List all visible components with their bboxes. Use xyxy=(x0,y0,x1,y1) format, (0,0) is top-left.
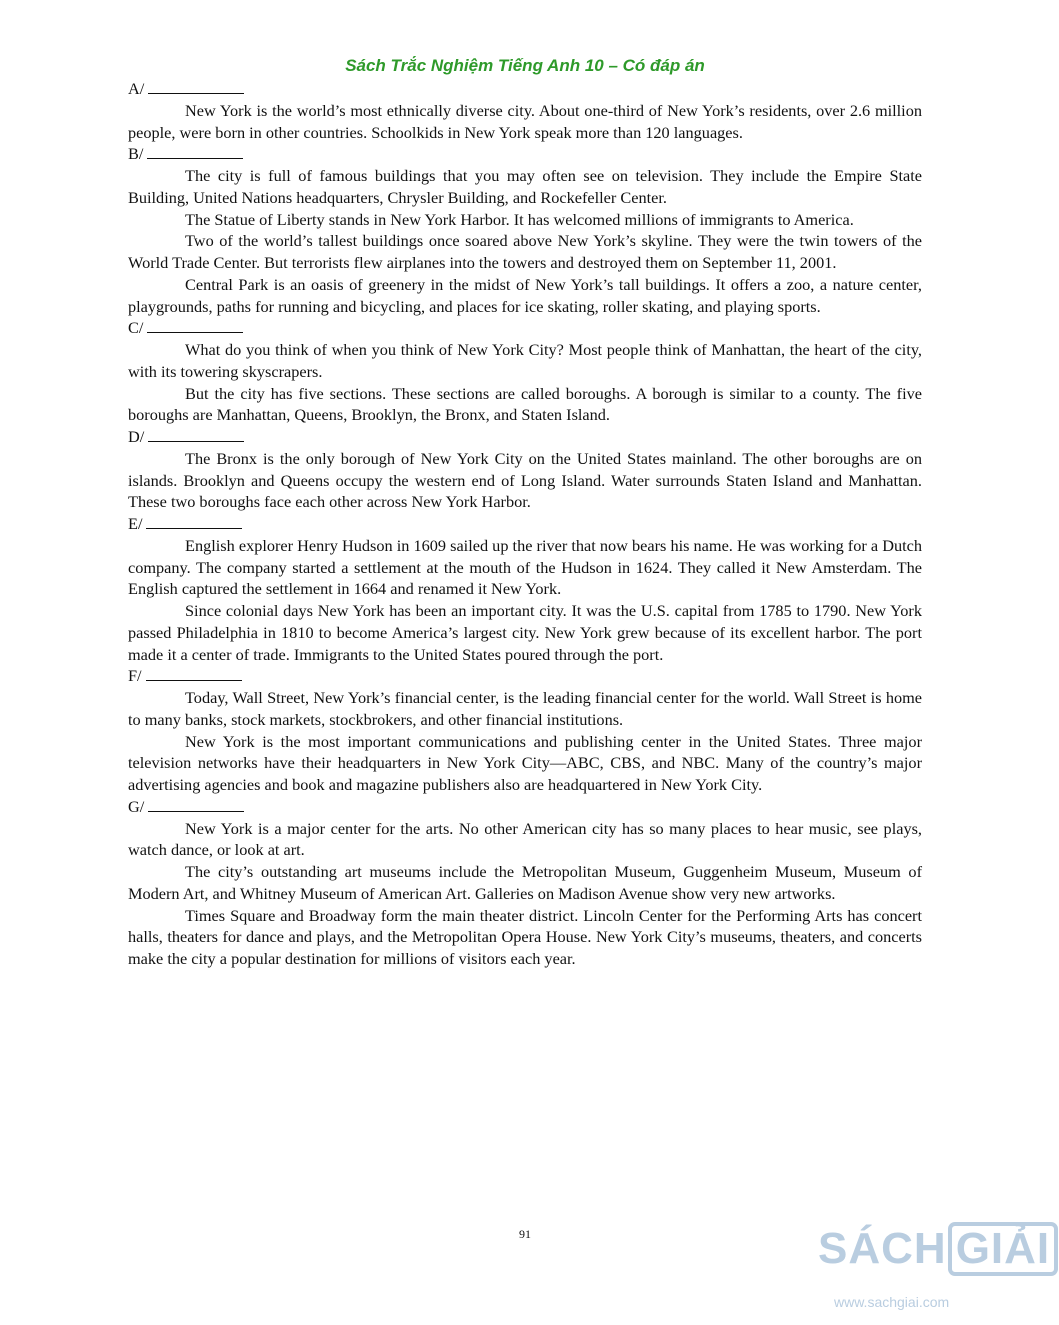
section-letter: D/ xyxy=(128,427,145,446)
document-body xyxy=(128,78,922,970)
watermark-logo-part2: GIẢI xyxy=(948,1222,1058,1276)
watermark-url: www.sachgiai.com xyxy=(834,1294,950,1310)
watermark-logo xyxy=(818,1222,1051,1318)
section-paragraph: The city is full of famous buildings that you may often see on television. They include the Empire State Building, United Nations headquarters, Chrysler Building, and Rockefeller Center. xyxy=(128,166,922,207)
watermark-logo-part1: SÁCH xyxy=(818,1224,947,1273)
heading-blank-line xyxy=(147,145,243,159)
watermark-logo-text xyxy=(818,1222,1059,1276)
section-label xyxy=(128,665,922,687)
section-letter: F/ xyxy=(128,666,142,686)
heading-blank-line xyxy=(148,80,244,94)
section-label xyxy=(128,78,922,100)
section-letter: G/ xyxy=(128,796,145,816)
section-label xyxy=(128,143,922,165)
section-label xyxy=(128,796,922,818)
heading-blank-line xyxy=(146,667,242,681)
section-letter: B/ xyxy=(128,144,144,164)
section-paragraph: What do you think of when you think of New York City? Most people think of Manhattan, the heart of the city, with its towering skyscrapers. xyxy=(128,340,922,381)
heading-blank-line xyxy=(146,515,242,529)
section-paragraph: New York is the most important communications and publishing center in the United States. Three major television networks have their headquarters in New York City—ABC, CBS, and NBC. Many of the country’s major advertising agencies and book and magazine publishers also are headquartered in New York City. xyxy=(128,731,922,794)
page-header-title: Sách Trắc Nghiệm Tiếng Anh 10 – Có đáp án xyxy=(345,56,705,75)
section-letter: C/ xyxy=(128,318,144,338)
section-paragraph: The Bronx is the only borough of New York City on the United States mainland. The other boroughs are on islands. Brooklyn and Queens occupy the western end of Long Island. Water surrounds Staten Island and Manhattan. These two boroughs face each other across New York Harbor. xyxy=(128,448,922,512)
section-paragraph: The city’s outstanding art museums include the Metropolitan Museum, Guggenheim Museum, Museum of Modern Art, and Whitney Museum of American Art. Galleries on Madison Avenue show very new artworks. xyxy=(128,862,922,903)
section-paragraph: The Statue of Liberty stands in New York Harbor. It has welcomed millions of immigrants to America. xyxy=(185,209,854,229)
section-paragraph: But the city has five sections. These sections are called boroughs. A borough is similar to a county. The five boroughs are Manhattan, Queens, Brooklyn, the Bronx, and Staten Island. xyxy=(128,383,922,425)
section-paragraph: Since colonial days New York has been an important city. It was the U.S. capital from 1785 to 1790. New York passed Philadelphia in 1810 to become America’s largest city. New York grew because of its excellent harbor. The port made it a center of trade. Immigrants to the United States poured through the port. xyxy=(128,601,922,664)
heading-blank-line xyxy=(148,428,244,442)
section-paragraph: Times Square and Broadway form the main theater district. Lincoln Center for the Performing Arts has concert halls, theaters for dance and plays, and the Metropolitan Opera House. New York City’s museums, theaters, and concerts make the city a popular destination for millions of visitors each year. xyxy=(128,905,922,968)
section-paragraph: Two of the world’s tallest buildings once soared above New York’s skyline. They were the twin towers of the World Trade Center. But terrorists flew airplanes into the towers and destroyed them on September 11, 2001. xyxy=(128,231,922,272)
section-paragraph: Today, Wall Street, New York’s financial center, is the leading financial center for the world. Wall Street is home to many banks, stock markets, stockbrokers, and other financial institutions. xyxy=(128,688,922,729)
section-label xyxy=(128,317,922,339)
section-label xyxy=(128,513,922,535)
page-number: 91 xyxy=(519,1227,531,1241)
section-letter: A/ xyxy=(128,79,145,98)
section-label xyxy=(128,426,922,448)
section-paragraph: New York is a major center for the arts. No other American city has so many places to hear music, see plays, watch dance, or look at art. xyxy=(128,818,922,860)
heading-blank-line xyxy=(148,798,244,812)
section-paragraph: English explorer Henry Hudson in 1609 sailed up the river that now bears his name. He was working for a Dutch company. The company started a settlement at the mouth of the Hudson in 1624. They called it New Amsterdam. The English captured the settlement in 1664 and renamed it New York. xyxy=(128,535,922,599)
section-paragraph: Central Park is an oasis of greenery in the midst of New York’s tall buildings. It offers a zoo, a nature center, playgrounds, paths for running and bicycling, and places for ice skating, roller skating, and playing sports. xyxy=(128,274,922,316)
section-paragraph: New York is the world’s most ethnically diverse city. About one-third of New York’s residents, over 2.6 million people, were born in other countries. Schoolkids in New York speak more than 120 languages. xyxy=(128,100,922,142)
heading-blank-line xyxy=(147,319,243,333)
section-letter: E/ xyxy=(128,514,143,533)
